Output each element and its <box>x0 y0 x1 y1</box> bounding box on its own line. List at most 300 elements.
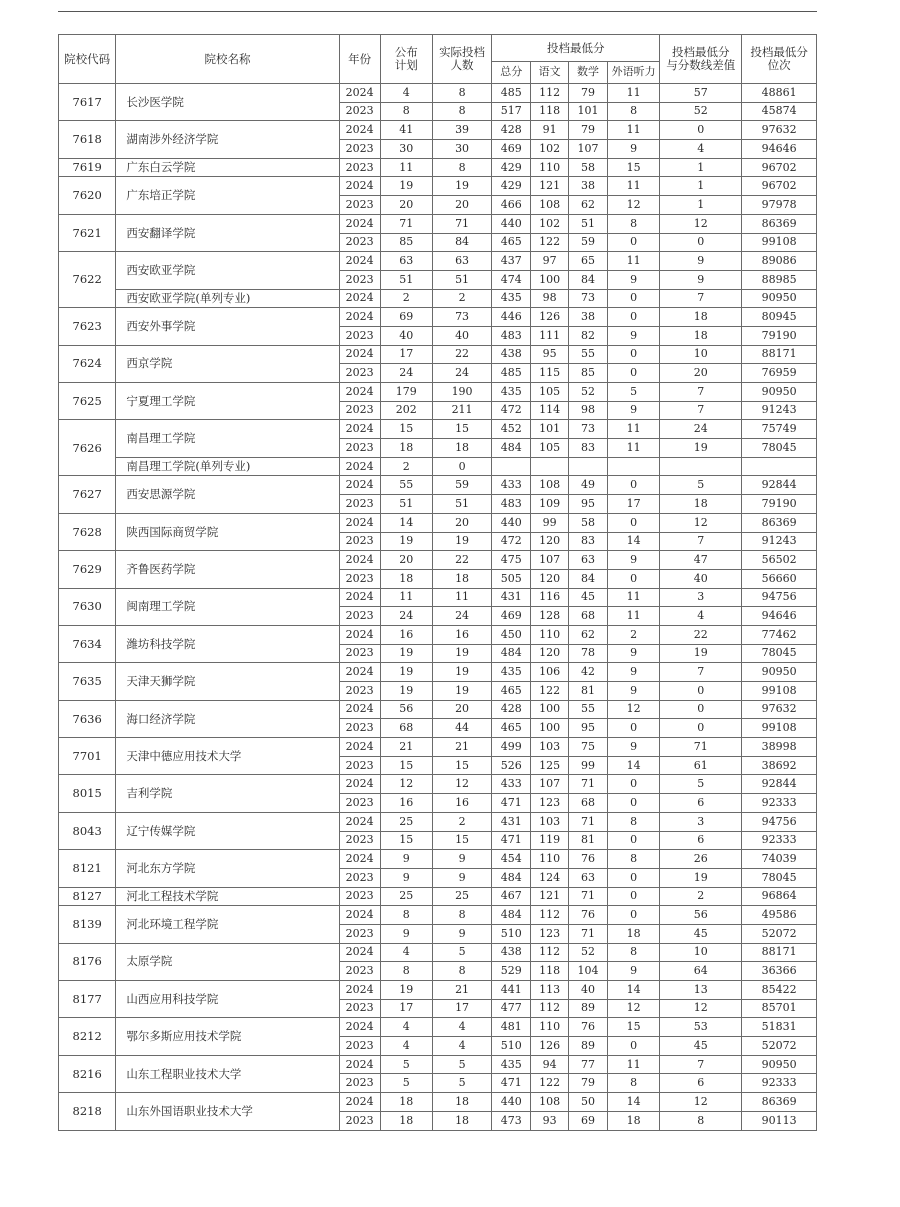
english-cell: 11 <box>608 1055 660 1074</box>
school-code-cell: 8121 <box>59 850 116 887</box>
table-row <box>59 289 817 308</box>
year-cell: 2023 <box>339 1111 380 1130</box>
actual-cell: 19 <box>432 177 491 196</box>
english-cell: 14 <box>608 756 660 775</box>
school-code-cell: 7618 <box>59 121 116 158</box>
plan-cell: 16 <box>380 794 432 813</box>
year-cell: 2023 <box>339 102 380 121</box>
rank-cell: 52072 <box>742 924 817 943</box>
chinese-cell: 110 <box>531 625 569 644</box>
school-code-cell: 8127 <box>59 887 116 906</box>
school-code-cell: 8218 <box>59 1093 116 1130</box>
plan-cell: 24 <box>380 607 432 626</box>
rank-cell: 88985 <box>742 270 817 289</box>
total-cell: 484 <box>492 868 531 887</box>
actual-cell: 59 <box>432 476 491 495</box>
rank-cell: 79190 <box>742 326 817 345</box>
school-name-cell: 陕西国际商贸学院 <box>116 513 339 550</box>
actual-cell: 44 <box>432 719 491 738</box>
chinese-cell: 121 <box>531 177 569 196</box>
actual-cell: 12 <box>432 775 491 794</box>
plan-cell: 18 <box>380 439 432 458</box>
school-name-cell: 南昌理工学院(单列专业) <box>116 457 339 476</box>
math-cell: 65 <box>569 252 608 271</box>
math-cell: 83 <box>569 532 608 551</box>
chinese-cell: 108 <box>531 1093 569 1112</box>
actual-cell: 5 <box>432 1074 491 1093</box>
english-cell: 9 <box>608 663 660 682</box>
school-name-cell: 吉利学院 <box>116 775 339 812</box>
english-cell: 0 <box>608 868 660 887</box>
english-cell: 8 <box>608 850 660 869</box>
header-math: 数学 <box>569 62 608 84</box>
math-cell: 58 <box>569 158 608 177</box>
chinese-cell: 91 <box>531 121 569 140</box>
total-cell: 435 <box>492 1055 531 1074</box>
school-name-cell: 海口经济学院 <box>116 700 339 737</box>
actual-cell: 2 <box>432 289 491 308</box>
year-cell: 2024 <box>339 906 380 925</box>
chinese-cell: 112 <box>531 84 569 103</box>
total-cell: 437 <box>492 252 531 271</box>
school-name-cell: 广东白云学院 <box>116 158 339 177</box>
actual-cell: 4 <box>432 1018 491 1037</box>
school-name-cell: 西安外事学院 <box>116 308 339 345</box>
total-cell: 440 <box>492 513 531 532</box>
plan-cell: 15 <box>380 831 432 850</box>
diff-cell: 10 <box>660 943 742 962</box>
math-cell: 79 <box>569 121 608 140</box>
actual-cell: 51 <box>432 270 491 289</box>
chinese-cell: 122 <box>531 1074 569 1093</box>
english-cell: 11 <box>608 420 660 439</box>
total-cell: 473 <box>492 1111 531 1130</box>
plan-cell: 4 <box>380 84 432 103</box>
chinese-cell: 98 <box>531 289 569 308</box>
chinese-cell: 99 <box>531 513 569 532</box>
school-name-cell: 山东工程职业技术大学 <box>116 1055 339 1092</box>
plan-cell: 71 <box>380 214 432 233</box>
chinese-cell: 110 <box>531 158 569 177</box>
english-cell: 2 <box>608 625 660 644</box>
year-cell: 2024 <box>339 252 380 271</box>
plan-cell: 4 <box>380 1037 432 1056</box>
math-cell: 52 <box>569 383 608 402</box>
total-cell: 433 <box>492 775 531 794</box>
actual-cell: 8 <box>432 962 491 981</box>
diff-cell: 2 <box>660 887 742 906</box>
school-name-cell: 湖南涉外经济学院 <box>116 121 339 158</box>
school-name-cell: 齐鲁医药学院 <box>116 551 339 588</box>
math-cell: 104 <box>569 962 608 981</box>
math-cell: 40 <box>569 981 608 1000</box>
english-cell: 0 <box>608 345 660 364</box>
total-cell: 435 <box>492 383 531 402</box>
english-cell: 15 <box>608 1018 660 1037</box>
table-row <box>59 308 817 327</box>
diff-cell: 8 <box>660 1111 742 1130</box>
chinese-cell: 122 <box>531 233 569 252</box>
plan-cell: 85 <box>380 233 432 252</box>
actual-cell: 21 <box>432 738 491 757</box>
english-cell: 9 <box>608 270 660 289</box>
total-cell: 471 <box>492 1074 531 1093</box>
english-cell: 0 <box>608 719 660 738</box>
actual-cell: 0 <box>432 457 491 476</box>
table-row <box>59 345 817 364</box>
rank-cell: 85701 <box>742 999 817 1018</box>
rank-cell: 99108 <box>742 233 817 252</box>
chinese-cell: 108 <box>531 476 569 495</box>
total-cell: 429 <box>492 177 531 196</box>
school-code-cell: 8212 <box>59 1018 116 1055</box>
actual-cell: 73 <box>432 308 491 327</box>
actual-cell: 19 <box>432 644 491 663</box>
diff-cell: 0 <box>660 719 742 738</box>
school-name-cell: 西安欧亚学院(单列专业) <box>116 289 339 308</box>
plan-cell: 8 <box>380 102 432 121</box>
year-cell: 2024 <box>339 588 380 607</box>
english-cell: 12 <box>608 700 660 719</box>
school-name-cell: 宁夏理工学院 <box>116 383 339 420</box>
table-row <box>59 906 817 925</box>
school-name-cell: 太原学院 <box>116 943 339 980</box>
school-code-cell: 7625 <box>59 383 116 420</box>
diff-cell: 53 <box>660 1018 742 1037</box>
total-cell: 435 <box>492 663 531 682</box>
chinese-cell: 101 <box>531 420 569 439</box>
table-row <box>59 513 817 532</box>
rank-cell: 92333 <box>742 831 817 850</box>
chinese-cell: 126 <box>531 308 569 327</box>
plan-cell: 4 <box>380 1018 432 1037</box>
total-cell: 484 <box>492 439 531 458</box>
year-cell: 2023 <box>339 270 380 289</box>
table-row <box>59 625 817 644</box>
total-cell: 484 <box>492 906 531 925</box>
diff-cell: 12 <box>660 1093 742 1112</box>
diff-cell: 71 <box>660 738 742 757</box>
rank-cell: 96864 <box>742 887 817 906</box>
english-cell: 5 <box>608 383 660 402</box>
total-cell: 446 <box>492 308 531 327</box>
school-name-cell: 辽宁传媒学院 <box>116 812 339 849</box>
year-cell: 2023 <box>339 158 380 177</box>
school-name-cell: 山东外国语职业技术大学 <box>116 1093 339 1130</box>
year-cell: 2024 <box>339 1093 380 1112</box>
english-cell: 9 <box>608 962 660 981</box>
year-cell: 2023 <box>339 1074 380 1093</box>
header-diff-line1: 投档最低分 <box>671 45 730 60</box>
school-name-cell: 西安欧亚学院 <box>116 252 339 289</box>
header-chinese: 语文 <box>531 62 569 84</box>
english-cell: 17 <box>608 495 660 514</box>
header-actual <box>432 35 491 84</box>
diff-cell: 1 <box>660 158 742 177</box>
actual-cell: 11 <box>432 588 491 607</box>
year-cell: 2023 <box>339 140 380 159</box>
diff-cell: 6 <box>660 794 742 813</box>
chinese-cell: 110 <box>531 1018 569 1037</box>
plan-cell: 11 <box>380 588 432 607</box>
english-cell: 11 <box>608 121 660 140</box>
total-cell: 471 <box>492 831 531 850</box>
table-row <box>59 943 817 962</box>
chinese-cell: 102 <box>531 214 569 233</box>
plan-cell: 55 <box>380 476 432 495</box>
year-cell: 2023 <box>339 532 380 551</box>
year-cell: 2024 <box>339 513 380 532</box>
table-row <box>59 1093 817 1112</box>
school-code-cell: 7701 <box>59 738 116 775</box>
math-cell: 73 <box>569 289 608 308</box>
diff-cell: 3 <box>660 588 742 607</box>
math-cell: 45 <box>569 588 608 607</box>
english-cell: 9 <box>608 644 660 663</box>
year-cell: 2024 <box>339 700 380 719</box>
table-row <box>59 476 817 495</box>
english-cell: 0 <box>608 513 660 532</box>
year-cell: 2024 <box>339 476 380 495</box>
math-cell: 84 <box>569 270 608 289</box>
actual-cell: 71 <box>432 214 491 233</box>
year-cell: 2024 <box>339 214 380 233</box>
total-cell: 472 <box>492 532 531 551</box>
actual-cell: 51 <box>432 495 491 514</box>
chinese-cell: 123 <box>531 924 569 943</box>
chinese-cell: 112 <box>531 999 569 1018</box>
diff-cell: 7 <box>660 1055 742 1074</box>
year-cell: 2023 <box>339 196 380 215</box>
school-name-cell: 河北环境工程学院 <box>116 906 339 943</box>
header-plan-line2: 计划 <box>394 58 418 72</box>
english-cell: 14 <box>608 532 660 551</box>
header-plan-line1: 公布 <box>394 45 418 60</box>
diff-cell: 6 <box>660 831 742 850</box>
plan-cell: 63 <box>380 252 432 271</box>
year-cell: 2024 <box>339 981 380 1000</box>
english-cell: 12 <box>608 999 660 1018</box>
chinese-cell: 126 <box>531 1037 569 1056</box>
header-min-score-group: 投档最低分 <box>492 35 660 62</box>
actual-cell: 15 <box>432 420 491 439</box>
total-cell: 475 <box>492 551 531 570</box>
math-cell: 58 <box>569 513 608 532</box>
actual-cell: 18 <box>432 569 491 588</box>
math-cell: 95 <box>569 719 608 738</box>
english-cell: 0 <box>608 906 660 925</box>
year-cell: 2023 <box>339 924 380 943</box>
plan-cell: 20 <box>380 196 432 215</box>
diff-cell: 19 <box>660 439 742 458</box>
year-cell: 2024 <box>339 551 380 570</box>
school-code-cell: 7629 <box>59 551 116 588</box>
header-english: 外语听力 <box>608 62 660 84</box>
actual-cell: 8 <box>432 84 491 103</box>
chinese-cell: 107 <box>531 551 569 570</box>
table-body <box>59 84 817 1131</box>
year-cell: 2023 <box>339 831 380 850</box>
english-cell: 0 <box>608 569 660 588</box>
year-cell: 2024 <box>339 289 380 308</box>
english-cell: 0 <box>608 364 660 383</box>
year-cell: 2023 <box>339 794 380 813</box>
actual-cell: 40 <box>432 326 491 345</box>
year-cell: 2023 <box>339 495 380 514</box>
total-cell: 465 <box>492 233 531 252</box>
actual-cell: 18 <box>432 1111 491 1130</box>
rank-cell: 90113 <box>742 1111 817 1130</box>
plan-cell: 4 <box>380 943 432 962</box>
math-cell: 76 <box>569 1018 608 1037</box>
diff-cell: 12 <box>660 214 742 233</box>
math-cell: 78 <box>569 644 608 663</box>
plan-cell: 41 <box>380 121 432 140</box>
math-cell: 73 <box>569 420 608 439</box>
year-cell: 2023 <box>339 682 380 701</box>
header-rank-line1: 投档最低分 <box>750 45 808 60</box>
chinese-cell: 120 <box>531 569 569 588</box>
year-cell: 2024 <box>339 1055 380 1074</box>
plan-cell: 21 <box>380 738 432 757</box>
diff-cell: 19 <box>660 868 742 887</box>
chinese-cell: 105 <box>531 439 569 458</box>
diff-cell: 13 <box>660 981 742 1000</box>
english-cell: 11 <box>608 252 660 271</box>
math-cell: 84 <box>569 569 608 588</box>
english-cell: 0 <box>608 289 660 308</box>
actual-cell: 8 <box>432 906 491 925</box>
diff-cell: 0 <box>660 233 742 252</box>
table-row <box>59 457 817 476</box>
english-cell: 8 <box>608 812 660 831</box>
header-year: 年份 <box>339 35 380 84</box>
english-cell: 0 <box>608 831 660 850</box>
total-cell: 433 <box>492 476 531 495</box>
school-code-cell: 7628 <box>59 513 116 550</box>
total-cell: 465 <box>492 682 531 701</box>
chinese-cell: 113 <box>531 981 569 1000</box>
header-name: 院校名称 <box>116 35 339 84</box>
year-cell: 2024 <box>339 420 380 439</box>
chinese-cell: 111 <box>531 326 569 345</box>
school-code-cell: 7630 <box>59 588 116 625</box>
year-cell: 2023 <box>339 868 380 887</box>
rank-cell: 49586 <box>742 906 817 925</box>
math-cell: 89 <box>569 1037 608 1056</box>
table-row <box>59 177 817 196</box>
plan-cell: 19 <box>380 532 432 551</box>
header-total: 总分 <box>492 62 531 84</box>
diff-cell: 52 <box>660 102 742 121</box>
math-cell: 75 <box>569 738 608 757</box>
actual-cell: 20 <box>432 196 491 215</box>
total-cell: 510 <box>492 924 531 943</box>
actual-cell: 8 <box>432 158 491 177</box>
year-cell: 2023 <box>339 401 380 420</box>
top-rule <box>58 11 817 12</box>
math-cell: 76 <box>569 906 608 925</box>
english-cell: 0 <box>608 308 660 327</box>
total-cell: 454 <box>492 850 531 869</box>
year-cell: 2024 <box>339 738 380 757</box>
chinese-cell: 97 <box>531 252 569 271</box>
total-cell: 505 <box>492 569 531 588</box>
actual-cell: 15 <box>432 756 491 775</box>
rank-cell: 78045 <box>742 644 817 663</box>
rank-cell: 74039 <box>742 850 817 869</box>
year-cell: 2024 <box>339 943 380 962</box>
total-cell: 438 <box>492 943 531 962</box>
rank-cell: 51831 <box>742 1018 817 1037</box>
rank-cell: 78045 <box>742 868 817 887</box>
plan-cell: 2 <box>380 457 432 476</box>
rank-cell: 92333 <box>742 1074 817 1093</box>
actual-cell: 17 <box>432 999 491 1018</box>
school-code-cell: 8177 <box>59 981 116 1018</box>
total-cell: 510 <box>492 1037 531 1056</box>
school-name-cell: 西安思源学院 <box>116 476 339 513</box>
math-cell: 69 <box>569 1111 608 1130</box>
school-code-cell: 8176 <box>59 943 116 980</box>
math-cell <box>569 457 608 476</box>
english-cell: 9 <box>608 401 660 420</box>
diff-cell: 6 <box>660 1074 742 1093</box>
actual-cell: 25 <box>432 887 491 906</box>
math-cell: 82 <box>569 326 608 345</box>
table-row <box>59 383 817 402</box>
total-cell: 466 <box>492 196 531 215</box>
school-code-cell: 7623 <box>59 308 116 345</box>
math-cell: 71 <box>569 887 608 906</box>
english-cell: 14 <box>608 981 660 1000</box>
total-cell: 431 <box>492 588 531 607</box>
english-cell: 0 <box>608 1037 660 1056</box>
year-cell: 2023 <box>339 607 380 626</box>
rank-cell: 75749 <box>742 420 817 439</box>
math-cell: 98 <box>569 401 608 420</box>
math-cell: 59 <box>569 233 608 252</box>
plan-cell: 179 <box>380 383 432 402</box>
chinese-cell: 94 <box>531 1055 569 1074</box>
total-cell: 485 <box>492 84 531 103</box>
english-cell: 8 <box>608 102 660 121</box>
school-code-cell: 8139 <box>59 906 116 943</box>
diff-cell: 20 <box>660 364 742 383</box>
table-row <box>59 84 817 103</box>
diff-cell: 1 <box>660 177 742 196</box>
year-cell: 2024 <box>339 308 380 327</box>
chinese-cell: 106 <box>531 663 569 682</box>
school-name-cell: 天津中德应用技术大学 <box>116 738 339 775</box>
diff-cell: 47 <box>660 551 742 570</box>
rank-cell: 38692 <box>742 756 817 775</box>
header-rank <box>742 35 817 84</box>
math-cell: 63 <box>569 868 608 887</box>
plan-cell: 68 <box>380 719 432 738</box>
rank-cell: 94646 <box>742 140 817 159</box>
header-diff <box>660 35 742 84</box>
header-code: 院校代码 <box>59 35 116 84</box>
math-cell: 55 <box>569 700 608 719</box>
math-cell: 51 <box>569 214 608 233</box>
rank-cell: 94756 <box>742 588 817 607</box>
math-cell: 77 <box>569 1055 608 1074</box>
plan-cell: 12 <box>380 775 432 794</box>
total-cell: 483 <box>492 495 531 514</box>
rank-cell: 86369 <box>742 214 817 233</box>
diff-cell: 40 <box>660 569 742 588</box>
